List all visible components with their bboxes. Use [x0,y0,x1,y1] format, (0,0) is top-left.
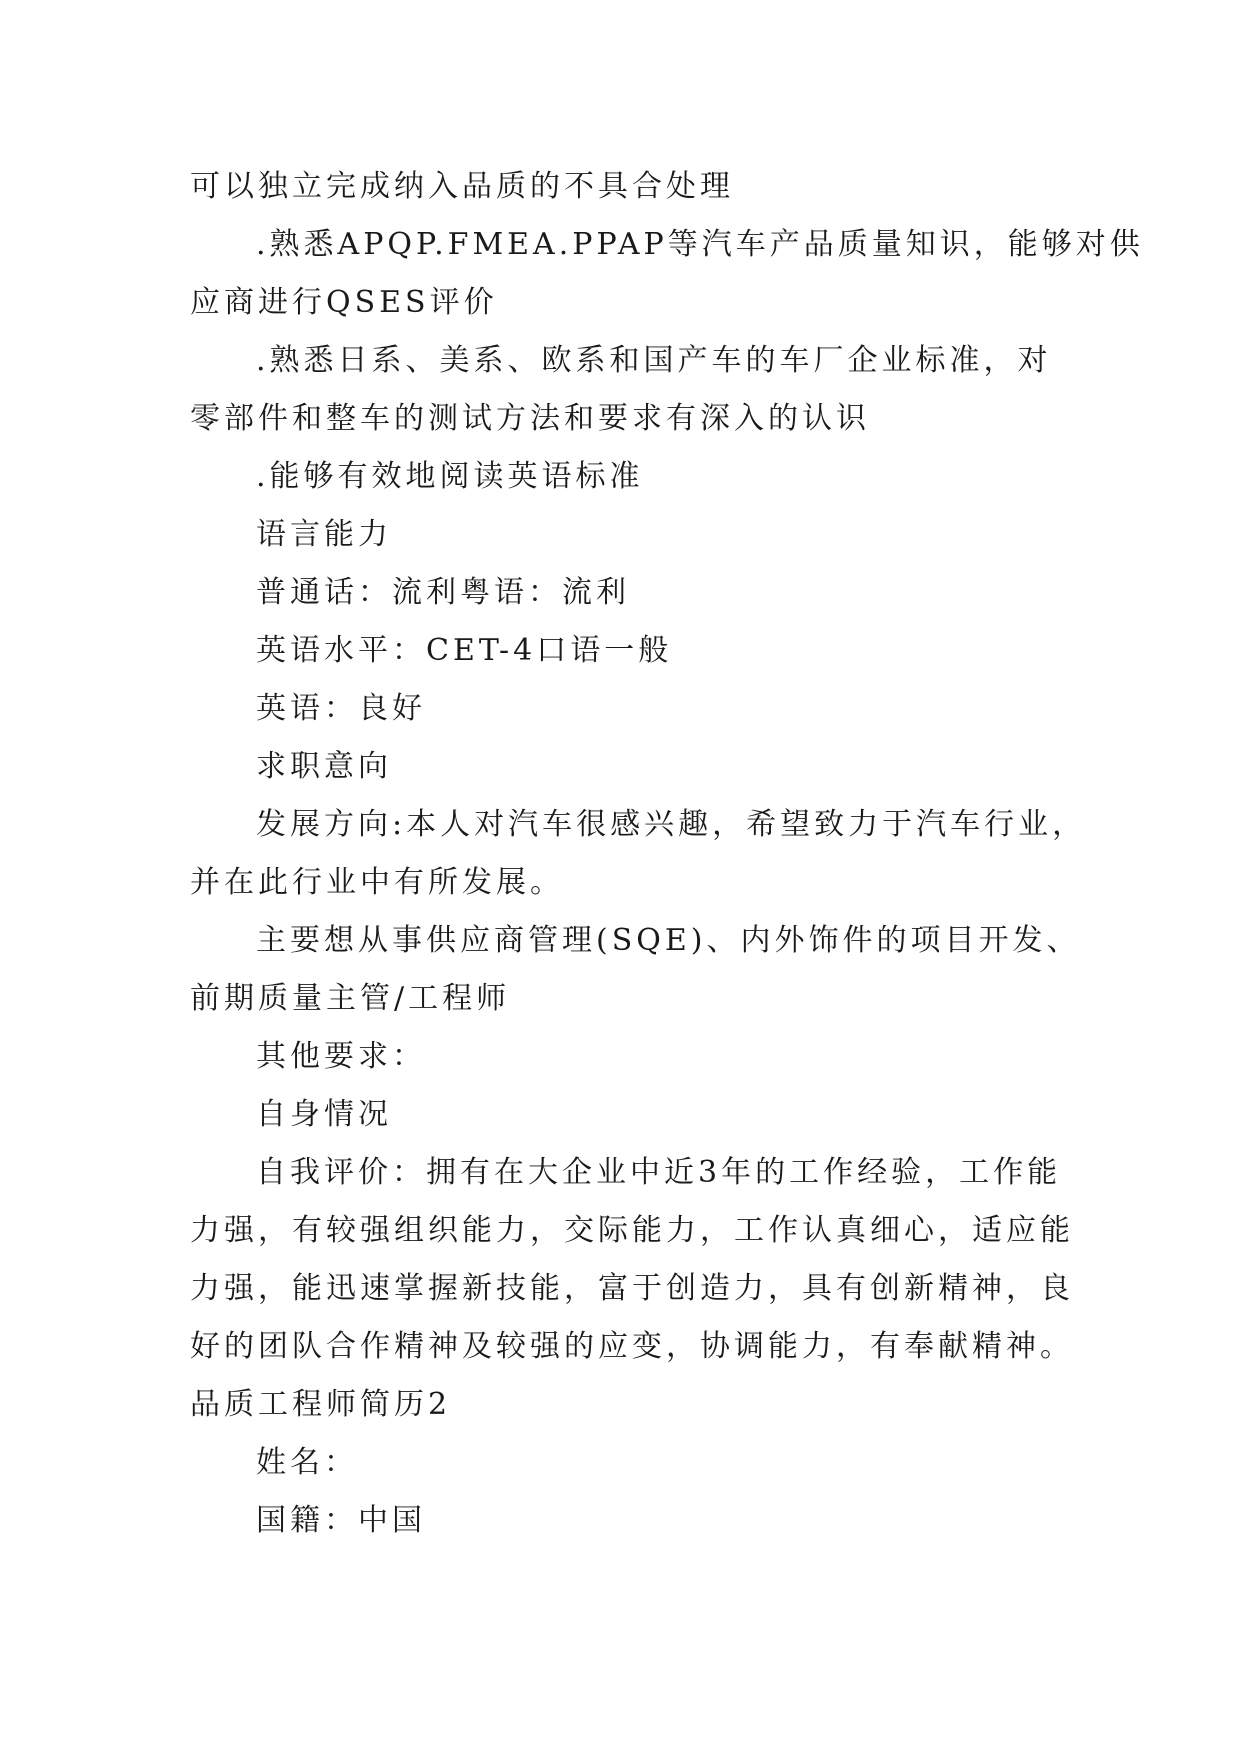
text-line: 前期质量主管/工程师 [190,981,511,1016]
text-line: 主要想从事供应商管理(SQE)、内外饰件的项目开发、 [256,923,1081,958]
text-line: .熟悉APQP.FMEA.PPAP等汽车产品质量知识，能够对供 [256,227,1144,262]
text-line: 英语：良好 [256,691,426,726]
text-line: 英语水平：CET-4口语一般 [256,633,673,668]
text-line: .能够有效地阅读英语标准 [256,459,644,494]
document-title: 品质工程师简历2 [190,1387,452,1422]
document-body [190,158,1144,1550]
text-line: 自我评价：拥有在大企业中近3年的工作经验，工作能 [256,1155,1062,1190]
text-line: 零部件和整车的测试方法和要求有深入的认识 [190,401,870,436]
text-line: 并在此行业中有所发展。 [190,865,564,900]
section-heading: 语言能力 [256,517,392,552]
section-heading: 自身情况 [256,1097,392,1132]
text-line: 发展方向:本人对汽车很感兴趣，希望致力于汽车行业， [256,807,1087,842]
text-line: 力强，有较强组织能力，交际能力，工作认真细心，适应能 [190,1213,1074,1248]
text-line: 可以独立完成纳入品质的不具合处理 [190,169,734,204]
text-line: 应商进行QSES评价 [190,285,498,320]
text-line: 姓名： [256,1445,358,1480]
text-line: .熟悉日系、美系、欧系和国产车的车厂企业标准，对 [256,343,1052,378]
text-line: 其他要求： [256,1039,426,1074]
text-line: 普通话：流利粤语：流利 [256,575,630,610]
text-line: 好的团队合作精神及较强的应变，协调能力，有奉献精神。 [190,1329,1074,1364]
text-line: 力强，能迅速掌握新技能，富于创造力，具有创新精神，良 [190,1271,1074,1306]
section-heading: 求职意向 [256,749,392,784]
text-line: 国籍：中国 [256,1503,426,1538]
